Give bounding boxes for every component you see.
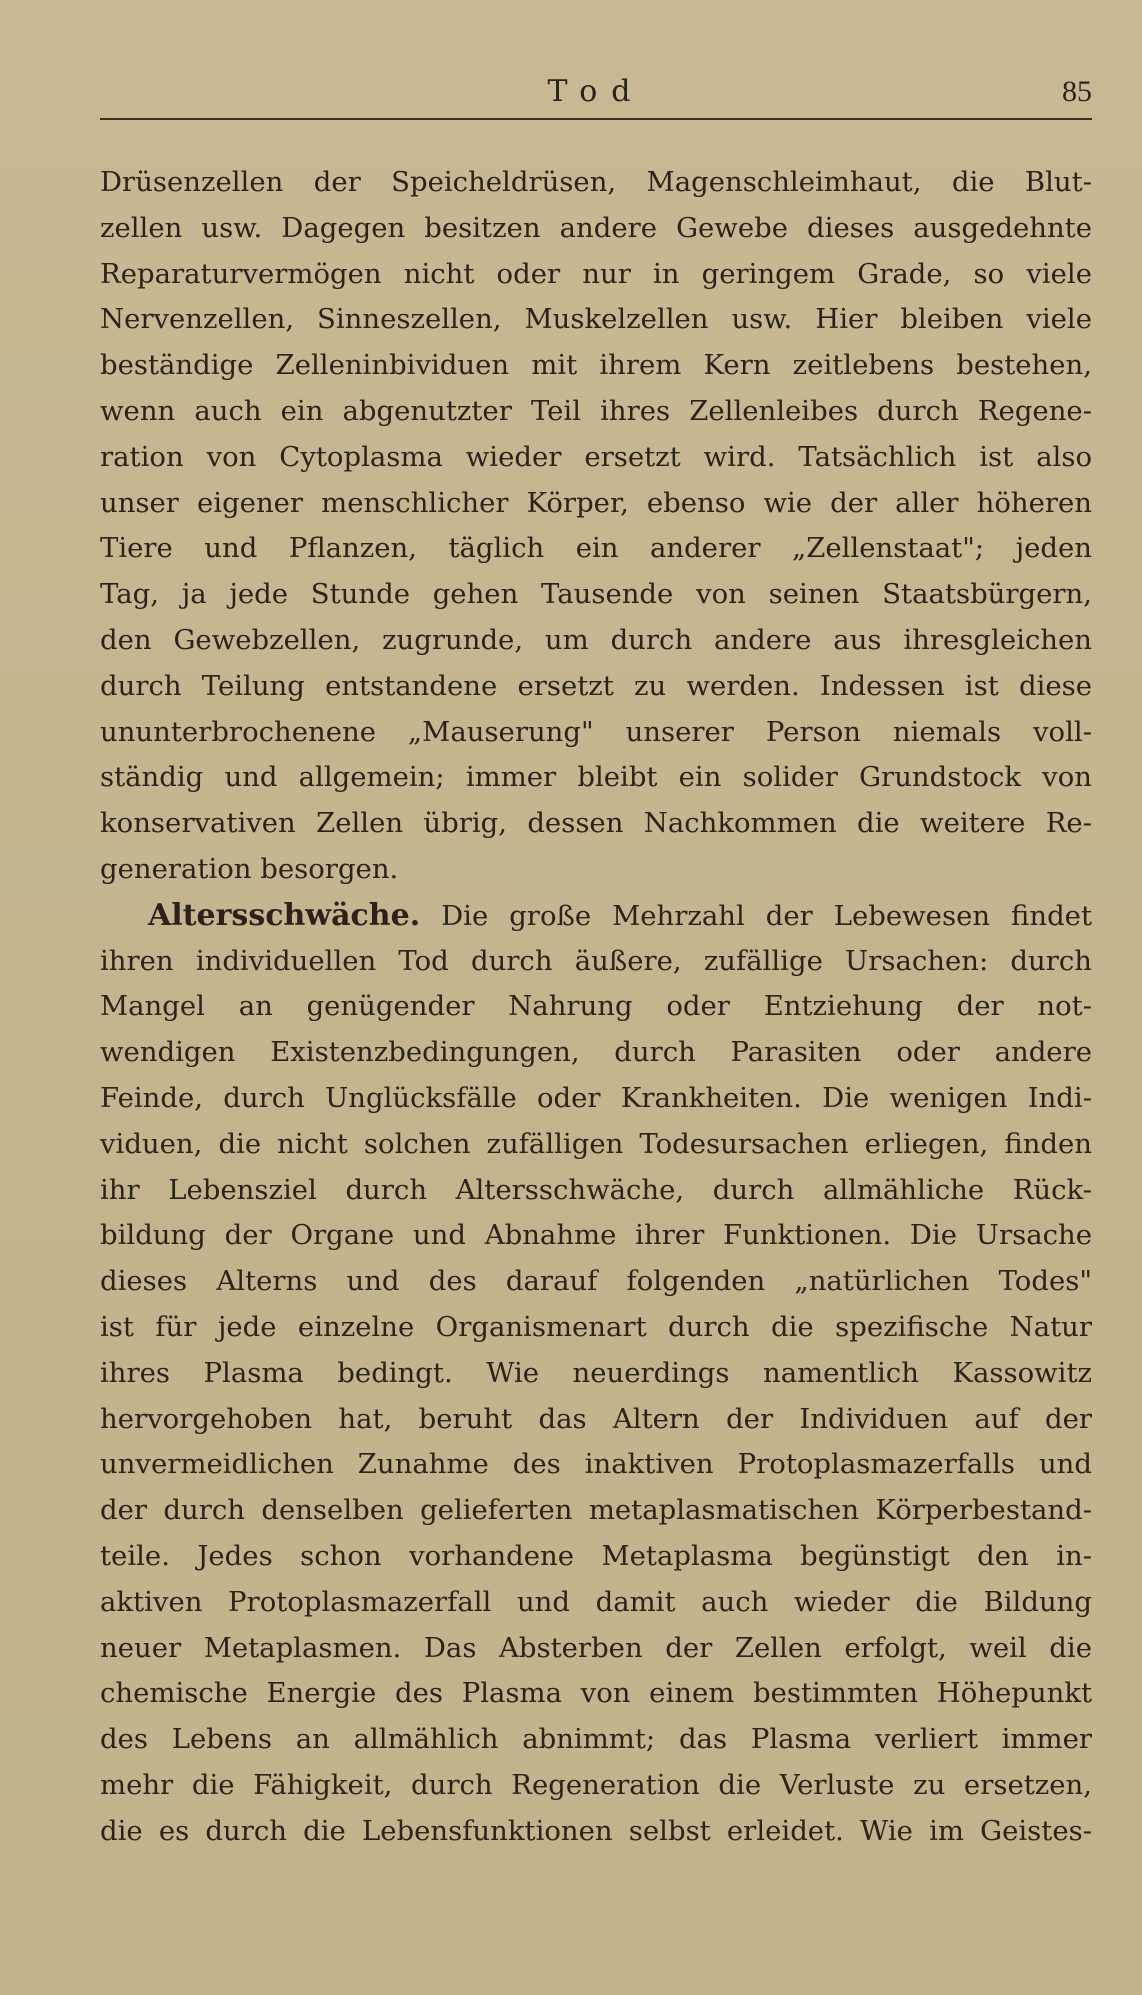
text-line: beständige Zelleninbividuen mit ihrem Kern zeitlebens bestehen,: [100, 349, 1092, 382]
text-line: hervorgehoben hat, beruht das Altern der Individuen auf der: [100, 1402, 1092, 1435]
text-line: wendigen Existenzbedingungen, durch Parasiten oder andere: [100, 1036, 1092, 1069]
page-number: 85: [1062, 75, 1092, 108]
text-line: unvermeidlichen Zunahme des inaktiven Protoplasmazerfalls und: [100, 1448, 1092, 1481]
text-line: viduen, die nicht solchen zufälligen Todesursachen erliegen, finden: [100, 1127, 1092, 1160]
text-line: wenn auch ein abgenutzter Teil ihres Zellenleibes durch Regene-: [100, 394, 1092, 427]
text-line: zellen usw. Dagegen besitzen andere Gewebe dieses ausgedehnte: [100, 211, 1092, 244]
text-line: teile. Jedes schon vorhandene Metaplasma begünstigt den in-: [100, 1539, 1092, 1572]
text-line: ihr Lebensziel durch Altersschwäche, durch allmähliche Rück-: [100, 1173, 1092, 1206]
text-line: neuer Metaplasmen. Das Absterben der Zellen erfolgt, weil die: [100, 1631, 1092, 1664]
running-head: [100, 70, 1092, 114]
text-line: ununterbrochenene „Mauserung" unserer Person niemals voll-: [100, 715, 1092, 748]
text-line: bildung der Organe und Abnahme ihrer Funktionen. Die Ursache: [100, 1219, 1092, 1252]
text-line: die es durch die Lebensfunktionen selbst erleidet. Wie im Geistes-: [100, 1814, 1092, 1847]
text-line: des Lebens an allmählich abnimmt; das Plasma verliert immer: [100, 1723, 1092, 1756]
text-line: durch Teilung entstandene ersetzt zu werden. Indessen ist diese: [100, 669, 1092, 702]
text-line: Reparaturvermögen nicht oder nur in geringem Grade, so viele: [100, 257, 1092, 290]
text-line: ihres Plasma bedingt. Wie neuerdings namentlich Kassowitz: [100, 1356, 1092, 1389]
text-line: mehr die Fähigkeit, durch Regeneration die Verluste zu ersetzen,: [100, 1768, 1092, 1801]
text-line: generation besorgen.: [100, 852, 399, 885]
text-line: ständig und allgemein; immer bleibt ein solider Grundstock von: [100, 761, 1092, 794]
text-line: der durch denselben gelieferten metaplasmatischen Körperbestand-: [100, 1494, 1092, 1527]
paragraph-2: [100, 939, 1092, 1855]
section-first-line: [100, 893, 1092, 939]
text-line: dieses Alterns und des darauf folgenden „natürlichen Todes": [100, 1265, 1092, 1298]
text-line: ist für jede einzelne Organismenart durch die spezifische Natur: [100, 1310, 1092, 1343]
text-line: aktiven Protoplasmazerfall und damit auch wieder die Bildung: [100, 1585, 1092, 1618]
text-line: ration von Cytoplasma wieder ersetzt wird. Tatsächlich ist also: [100, 440, 1092, 473]
text-line: chemische Energie des Plasma von einem bestimmten Höhepunkt: [100, 1677, 1092, 1710]
section-heading: Altersschwäche.: [148, 897, 421, 933]
text-block: [100, 160, 1092, 1854]
text-line: den Gewebzellen, zugrunde, um durch andere aus ihresgleichen: [100, 623, 1092, 656]
section-first-line-text: Die große Mehrzahl der Lebewesen findet: [441, 899, 1092, 932]
text-line: Feinde, durch Unglücksfälle oder Krankheiten. Die wenigen Indi-: [100, 1081, 1092, 1114]
running-title: Tod: [547, 74, 645, 109]
text-line: Mangel an genügender Nahrung oder Entziehung der not-: [100, 990, 1092, 1023]
header-rule: [100, 118, 1092, 120]
text-line: ihren individuellen Tod durch äußere, zufällige Ursachen: durch: [100, 944, 1092, 977]
text-line: Tiere und Pflanzen, täglich ein anderer „Zellenstaat"; jeden: [100, 532, 1092, 565]
text-line: Nervenzellen, Sinneszellen, Muskelzellen usw. Hier bleiben viele: [100, 303, 1092, 336]
text-line: unser eigener menschlicher Körper, ebenso wie der aller höheren: [100, 486, 1092, 519]
text-line: Tag, ja jede Stunde gehen Tausende von seinen Staatsbürgern,: [100, 578, 1092, 611]
paragraph-1: [100, 160, 1092, 893]
text-line: konservativen Zellen übrig, dessen Nachkommen die weitere Re-: [100, 807, 1092, 840]
text-line: Drüsenzellen der Speicheldrüsen, Magenschleimhaut, die Blut-: [100, 166, 1092, 198]
